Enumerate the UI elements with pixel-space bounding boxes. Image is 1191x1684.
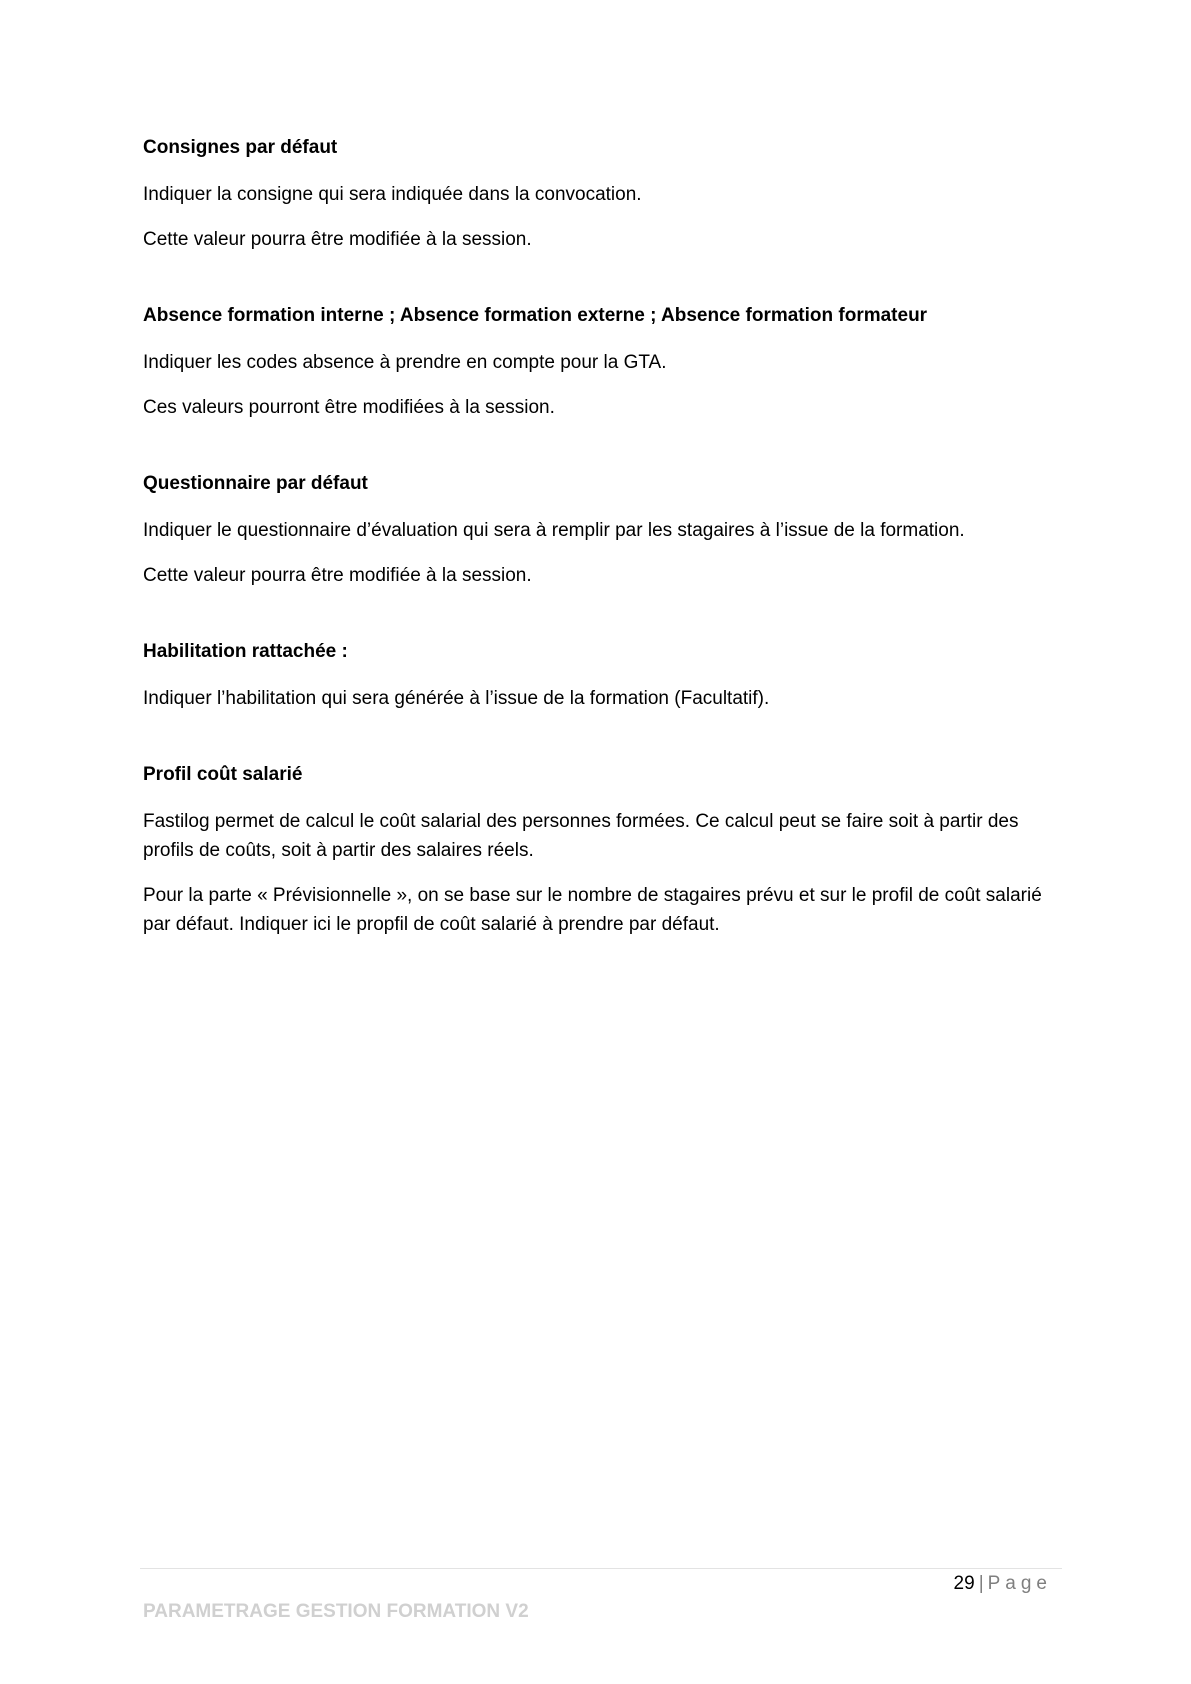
section-heading: Consignes par défaut	[143, 137, 338, 158]
section-heading: Habilitation rattachée :	[143, 641, 348, 662]
section-heading: Profil coût salarié	[143, 764, 303, 785]
section-consignes	[143, 136, 1043, 254]
section-paragraph: Pour la parte « Prévisionnelle », on se base sur le nombre de stagaires prévu et sur le profil de coût salarié par défaut. Indiquer ici le propfil de coût salarié à prendre par défaut.	[143, 885, 1042, 935]
footer-divider	[140, 1568, 1062, 1569]
section-heading: Absence formation interne ; Absence formation externe ; Absence formation formateur	[143, 305, 928, 326]
section-profil-cout	[143, 763, 1043, 939]
section-paragraph: Cette valeur pourra être modifiée à la session.	[143, 229, 532, 250]
page-content	[143, 136, 1043, 939]
page-separator: |	[978, 1573, 984, 1594]
section-paragraph: Indiquer l’habilitation qui sera générée à l’issue de la formation (Facultatif).	[143, 688, 770, 709]
footer-document-title: PARAMETRAGE GESTION FORMATION V2	[143, 1601, 529, 1622]
page-label: Page	[987, 1573, 1052, 1594]
section-paragraph: Indiquer le questionnaire d’évaluation qui sera à remplir par les stagaires à l’issue de la formation.	[143, 520, 965, 541]
section-habilitation	[143, 640, 1043, 713]
section-paragraph: Indiquer la consigne qui sera indiquée dans la convocation.	[143, 184, 642, 205]
page-number: 29	[953, 1573, 975, 1594]
section-paragraph: Indiquer les codes absence à prendre en compte pour la GTA.	[143, 352, 667, 373]
section-paragraph: Cette valeur pourra être modifiée à la session.	[143, 565, 532, 586]
section-paragraph: Ces valeurs pourront être modifiées à la session.	[143, 397, 555, 418]
page-number-block	[954, 1572, 1052, 1596]
section-absence	[143, 304, 1043, 422]
section-heading: Questionnaire par défaut	[143, 473, 368, 494]
section-questionnaire	[143, 472, 1043, 590]
section-paragraph: Fastilog permet de calcul le coût salarial des personnes formées. Ce calcul peut se faire soit à partir des profils de coûts, soit à partir des salaires réels.	[143, 811, 1019, 861]
